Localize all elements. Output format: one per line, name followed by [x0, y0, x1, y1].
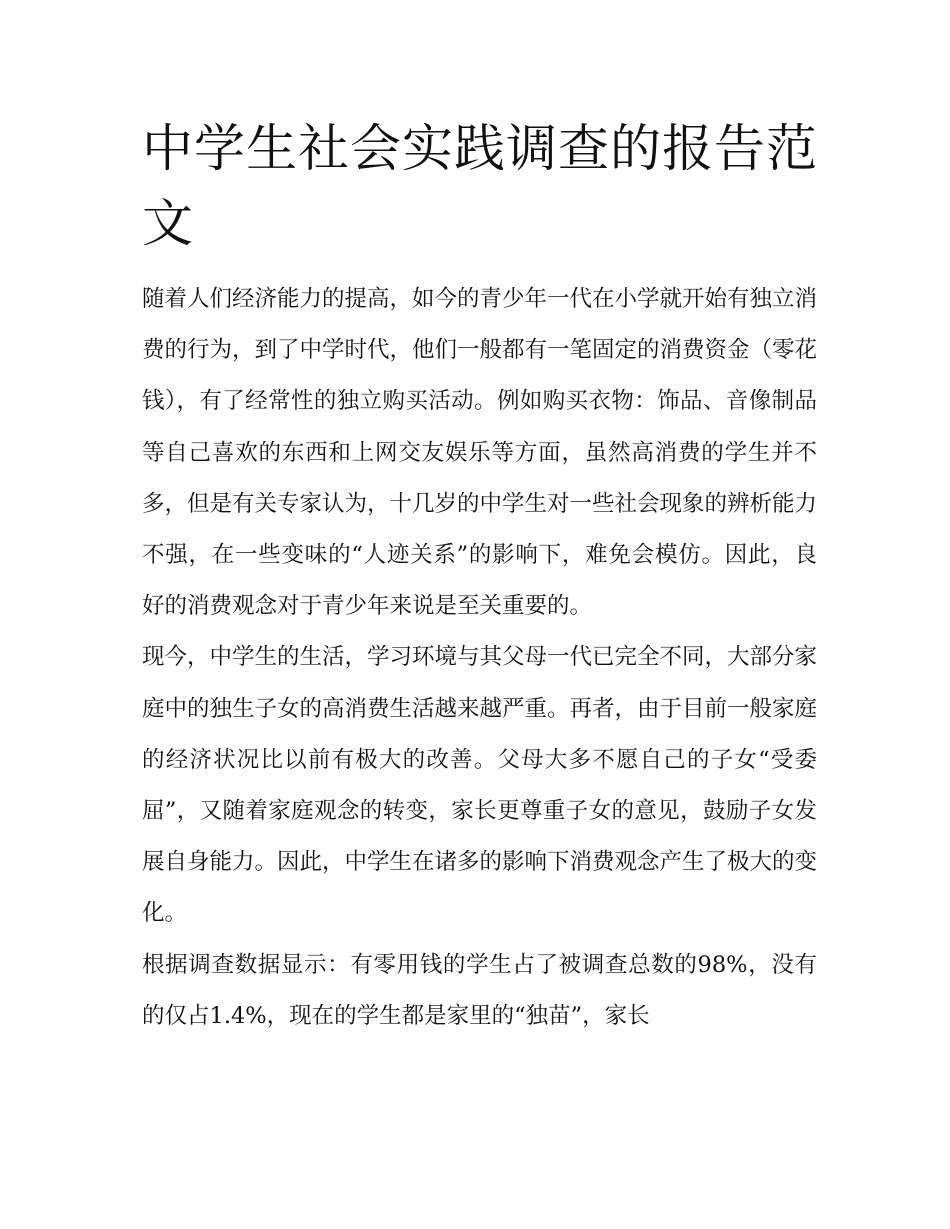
- paragraph-1: 随着人们经济能力的提高，如今的青少年一代在小学就开始有独立消费的行为，到了中学时代，他们一般都有一笔固定的消费资金（零花钱），有了经常性的独立购买活动。例如购买衣物：饰品、音像制品等自己喜欢的东西和上网交友娱乐等方面，虽然高消费的学生并不多，但是有关专家认为，十几岁的中学生对一些社会现象的辨析能力不强，在一些变味的“人迹关系”的影响下，难免会模仿。因此，良好的消费观念对于青少年来说是至关重要的。: [142, 286, 818, 620]
- paragraph-2: 现今，中学生的生活，学习环境与其父母一代已完全不同，大部分家庭中的独生子女的高消费生活越来越严重。再者，由于目前一般家庭的经济状况比以前有极大的改善。父母大多不愿自己的子女“受委屈”，又随着家庭观念的转变，家长更尊重子女的意见，鼓励子女发展自身能力。因此，中学生在诸多的影响下消费观念产生了极大的变化。: [142, 644, 818, 927]
- document-title: 中学生社会实践调查的报告范文: [142, 120, 819, 254]
- paragraph-3: 根据调查数据显示：有零用钱的学生占了被调查总数的98%，没有的仅占1.4%，现在的学生都是家里的“独苗”，家长: [142, 951, 817, 1029]
- document-body: [142, 274, 817, 1042]
